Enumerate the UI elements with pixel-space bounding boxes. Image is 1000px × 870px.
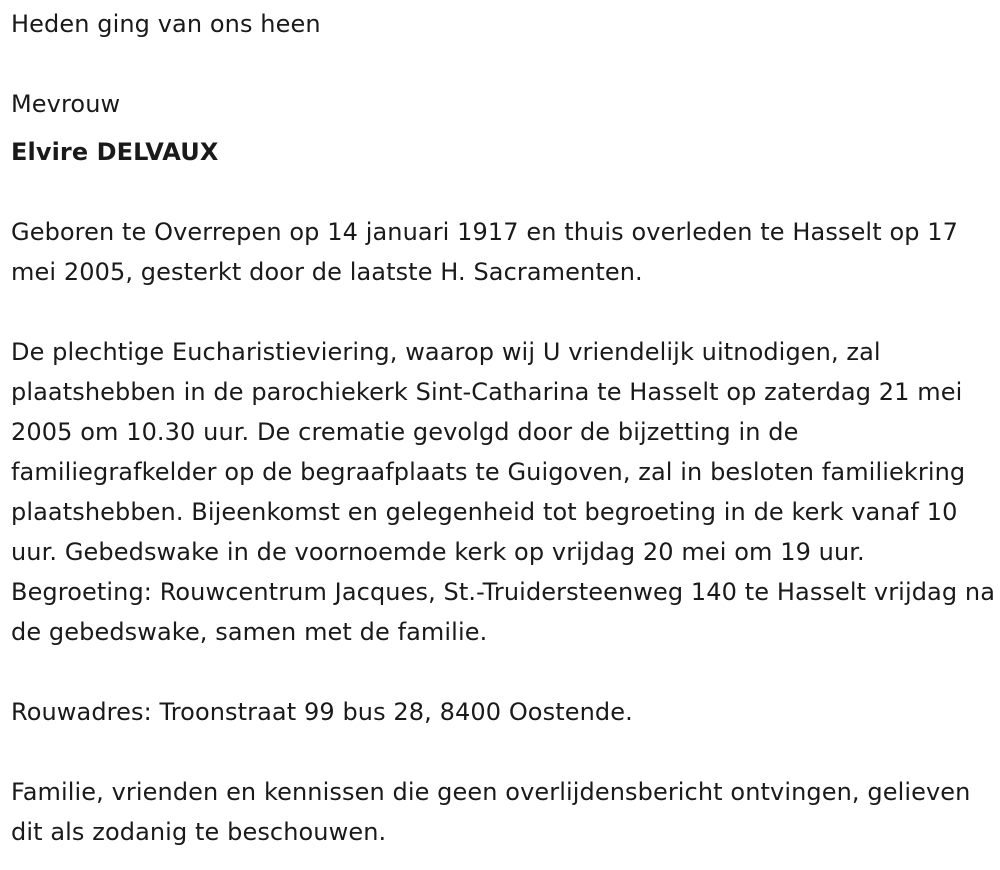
mourning-address: Rouwadres: Troonstraat 99 bus 28, 8400 Oostende. xyxy=(11,698,633,726)
obituary-notice xyxy=(11,4,996,852)
ceremony-paragraph: De plechtige Eucharistieviering, waarop wij U vriendelijk uitnodigen, zal plaatshebben in de parochiekerk Sint-Catharina te Hasselt op zaterdag 21 mei 2005 om 10.30 uur. De crematie gevolgd door de bijzetting in de familiegrafkelder op de begraafplaats te Guigoven, zal in besloten familiekring plaatshebben. Bijeenkomst en gelegenheid tot begroeting in de kerk vanaf 10 uur. Gebedswake in de voornoemde kerk op vrijdag 20 mei om 19 uur. Begroeting: Rouwcentrum Jacques, St.-Truidersteenweg 140 te Hasselt vrijdag na de gebedswake, samen met de familie. xyxy=(11,338,996,646)
intro-line: Heden ging van ons heen xyxy=(11,10,321,38)
salutation: Mevrouw xyxy=(11,90,121,118)
birth-death-paragraph: Geboren te Overrepen op 14 januari 1917 en thuis overleden te Hasselt op 17 mei 2005, gesterkt door de laatste H. Sacramenten. xyxy=(11,218,959,286)
closing-paragraph: Familie, vrienden en kennissen die geen overlijdensbericht ontvingen, gelieven dit als zodanig te beschouwen. xyxy=(11,778,971,846)
deceased-name: Elvire DELVAUX xyxy=(11,138,219,166)
